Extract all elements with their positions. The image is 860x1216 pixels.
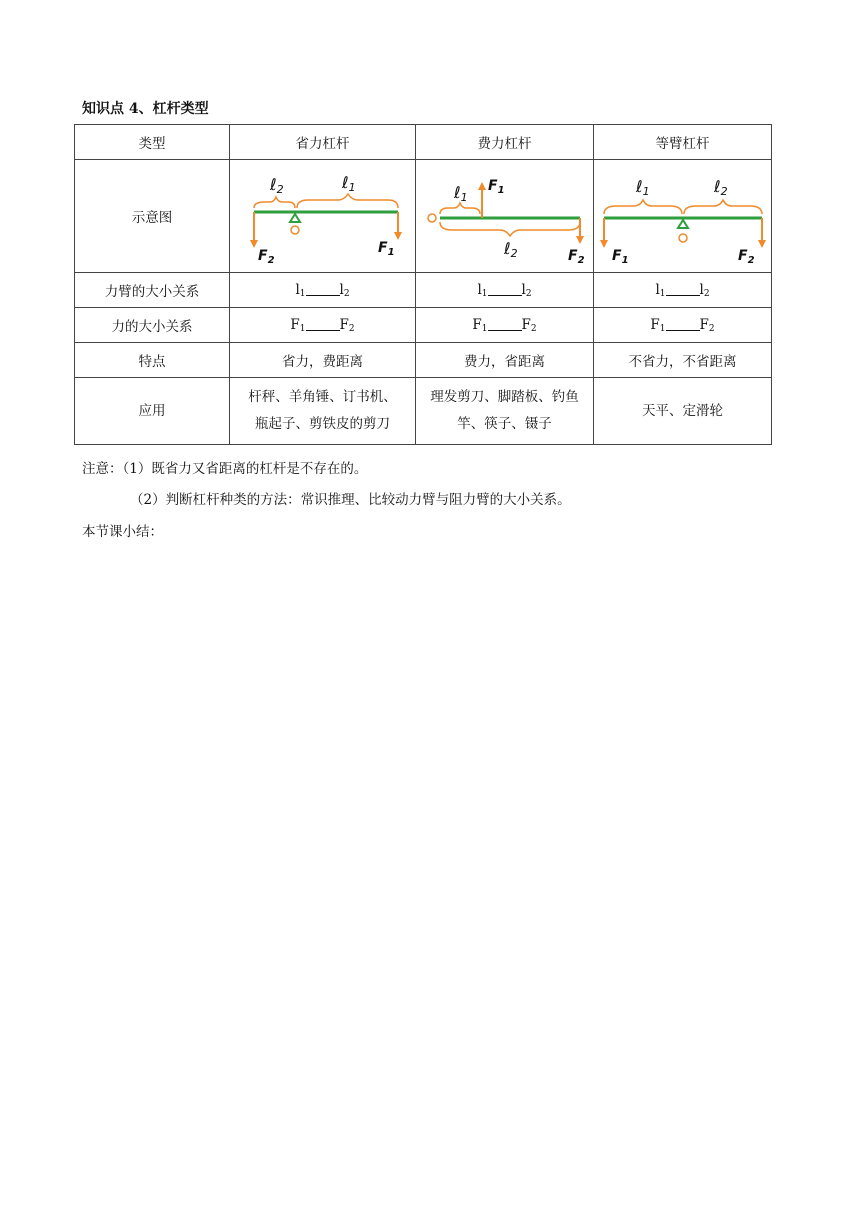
application-row-label: 应用 bbox=[75, 378, 230, 445]
header-force-costing: 费力杠杆 bbox=[416, 125, 594, 160]
application-force-saving: 杆秤、羊角锤、订书机、 瓶起子、剪铁皮的剪刀 bbox=[230, 378, 416, 445]
diagram-force-costing bbox=[416, 160, 594, 273]
feature-row-label: 特点 bbox=[75, 343, 230, 378]
feature-force-saving: 省力，费距离 bbox=[230, 343, 416, 378]
header-equal-arm: 等臂杠杆 bbox=[594, 125, 772, 160]
label-l2: ℓ2 bbox=[269, 175, 284, 196]
lesson-summary-label: 本节课小结： bbox=[82, 524, 163, 540]
diagram-row bbox=[75, 160, 772, 273]
force-relation-equal-arm: $F_1$ $F_2$ bbox=[594, 308, 772, 343]
force-relation-force-saving: $F_1$ $F_2$ bbox=[230, 308, 416, 343]
note-2: （2）判断杠杆种类的方法：常识推理、比较动力臂与阻力臂的大小关系。 bbox=[130, 492, 571, 508]
label-F2: $F_2$ bbox=[567, 248, 585, 266]
label-l2: ℓ2 bbox=[713, 177, 728, 198]
label-F2: $F_2$ bbox=[737, 248, 755, 266]
feature-equal-arm: 不省力，不省距离 bbox=[594, 343, 772, 378]
feature-force-costing: 费力，省距离 bbox=[416, 343, 594, 378]
label-l2: ℓ2 bbox=[503, 239, 518, 260]
application-equal-arm: 天平、定滑轮 bbox=[594, 378, 772, 445]
force-row-label: 力的大小关系 bbox=[75, 308, 230, 343]
section-heading: 知识点 4、杠杆类型 bbox=[82, 101, 209, 117]
arm-relation-force-saving: $l_1$ $l_2$ bbox=[230, 273, 416, 308]
header-force-saving: 省力杠杆 bbox=[230, 125, 416, 160]
header-type: 类型 bbox=[75, 125, 230, 160]
lever-diagram-equal-arm bbox=[598, 166, 768, 266]
label-F2: $F_2$ bbox=[257, 248, 275, 266]
label-l1: ℓ1 bbox=[635, 177, 650, 198]
header-row bbox=[75, 125, 772, 160]
diagram-row-label: 示意图 bbox=[75, 160, 230, 273]
note-1: 注意：（1）既省力又省距离的杠杆是不存在的。 bbox=[82, 461, 368, 477]
arm-relation-equal-arm: $l_1$ $l_2$ bbox=[594, 273, 772, 308]
arm-row-label: 力臂的大小关系 bbox=[75, 273, 230, 308]
label-l1: ℓ1 bbox=[341, 173, 356, 194]
diagram-force-saving bbox=[230, 160, 416, 273]
label-F1: $F_1$ bbox=[487, 178, 505, 196]
arm-relation-force-costing: $l_1$ $l_2$ bbox=[416, 273, 594, 308]
arm-relation-row bbox=[75, 273, 772, 308]
label-F1: $F_1$ bbox=[611, 248, 629, 266]
lever-diagram-force-saving bbox=[238, 166, 408, 266]
force-relation-force-costing: $F_1$ $F_2$ bbox=[416, 308, 594, 343]
application-row bbox=[75, 378, 772, 445]
diagram-equal-arm bbox=[594, 160, 772, 273]
force-relation-row bbox=[75, 308, 772, 343]
lever-types-table bbox=[74, 124, 772, 445]
label-F1: $F_1$ bbox=[377, 240, 395, 258]
label-l1: ℓ1 bbox=[453, 183, 468, 204]
feature-row bbox=[75, 343, 772, 378]
application-force-costing: 理发剪刀、脚踏板、钓鱼 竿、筷子、镊子 bbox=[416, 378, 594, 445]
lever-diagram-force-costing bbox=[420, 166, 590, 266]
